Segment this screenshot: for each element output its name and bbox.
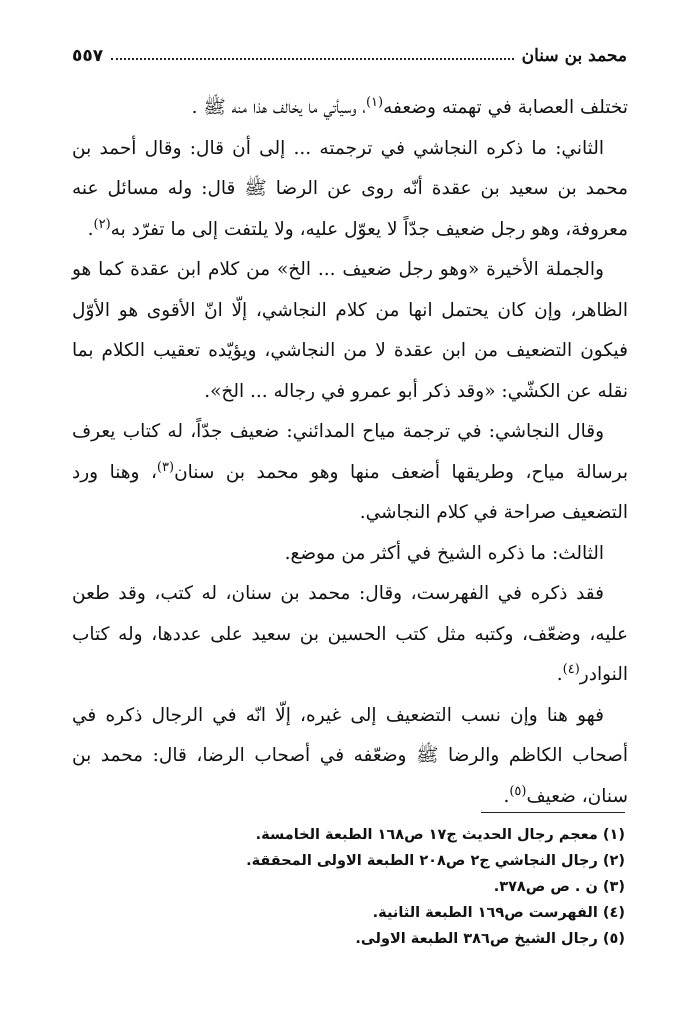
paragraph xyxy=(72,88,628,129)
paragraph-text: والجملة الأخيرة «وهو رجل ضعيف ... الخ» من كلام ابن عقدة كما هو الظاهر، وإن كان يحتمل انها من كلام النجاشي، إلّا انّ الأقوى هو الأوّل فيكون التضعيف من ابن عقدة لا من النجاشي، ويؤيّده تعقيب الكلام بما نقله عن الكشّي: «وقد ذكر أبو عمرو في رجاله ... الخ». xyxy=(72,259,628,402)
footnotes xyxy=(69,822,625,952)
paragraph xyxy=(72,534,628,575)
paragraph-text: فقد ذكره في الفهرست، وقال: محمد بن سنان، له كتب، وقد طعن عليه، وضعّف، وكتبه مثل كتب الحسين بن سعيد على عددها، وله كتاب النوادر xyxy=(72,583,628,685)
paragraph-text: وقال النجاشي: في ترجمة مياح المدائني: ضعيف جدّاً، له كتاب يعرف برسالة مياح، وطريقها أضعف منها وهو محمد بن سنان xyxy=(72,421,629,483)
paragraph-text: الثاني: ما ذكره النجاشي في ترجمته ... إلى أن قال: وقال أحمد بن محمد بن سعيد بن عقدة أنّه روى عن الرضا ﷺ قال: وله مسائل عنه معروفة، وهو رجل ضعيف جدّاً لا يعوّل عليه، ولا يلتفت إلى ما تفرّد به xyxy=(72,137,628,240)
footnote-marker: (١) xyxy=(365,94,384,110)
main-text xyxy=(72,88,628,817)
running-header xyxy=(72,36,627,66)
footnote-line: (٤) الفهرست ص١٦٩ الطبعة الثانية. xyxy=(372,905,625,921)
paragraph xyxy=(72,574,628,696)
paragraph-text: الثالث: ما ذكره الشيخ في أكثر من موضع. xyxy=(284,542,604,564)
paragraph-text: . xyxy=(87,218,94,240)
paragraph-text: فهو هنا وإن نسب التضعيف إلى غيره، إلّا انّه في الرجال ذكره في أصحاب الكاظم والرضا ﷺ وضعّفه في أصحاب الرضا، قال: محمد بن سنان، ضعيف xyxy=(72,704,628,807)
footnote-line: (٥) رجال الشيخ ص٣٨٦ الطبعة الاولى. xyxy=(355,931,625,947)
paragraph-text: ، وهنا ورد التضعيف صراحة في كلام النجاشي. xyxy=(72,461,628,523)
running-title: محمد بن سنان xyxy=(521,46,627,66)
paragraph-text: تختلف العصابة في تهمته وضعفه xyxy=(383,97,628,118)
paragraph xyxy=(72,412,628,534)
paragraph-text: . xyxy=(503,785,510,807)
paragraph xyxy=(72,696,628,818)
paragraph-text: . xyxy=(556,664,563,685)
page-number: ٥٥٧ xyxy=(72,46,104,66)
paragraph xyxy=(72,250,628,412)
dotted-leader xyxy=(111,57,513,60)
footnote-line: (١) معجم رجال الحديث ج١٧ ص١٦٨ الطبعة الخامسة. xyxy=(255,827,625,843)
footnote-marker: (٢) xyxy=(93,216,111,232)
footnote-separator xyxy=(481,812,625,813)
footnote-marker: (٤) xyxy=(562,661,580,677)
footnote-marker: (٣) xyxy=(156,459,175,475)
footnote-marker: (٥) xyxy=(509,783,527,799)
footnote-line: (٣) ن . ص ص٣٧٨. xyxy=(493,879,625,895)
paragraph xyxy=(72,129,628,251)
footnote-line: (٢) رجال النجاشي ج٢ ص٢٠٨ الطبعة الاولى المحققة. xyxy=(246,853,625,869)
paragraph-text: ، وسيأتي ما يخالف هذا منه ﷺ . xyxy=(191,97,366,118)
